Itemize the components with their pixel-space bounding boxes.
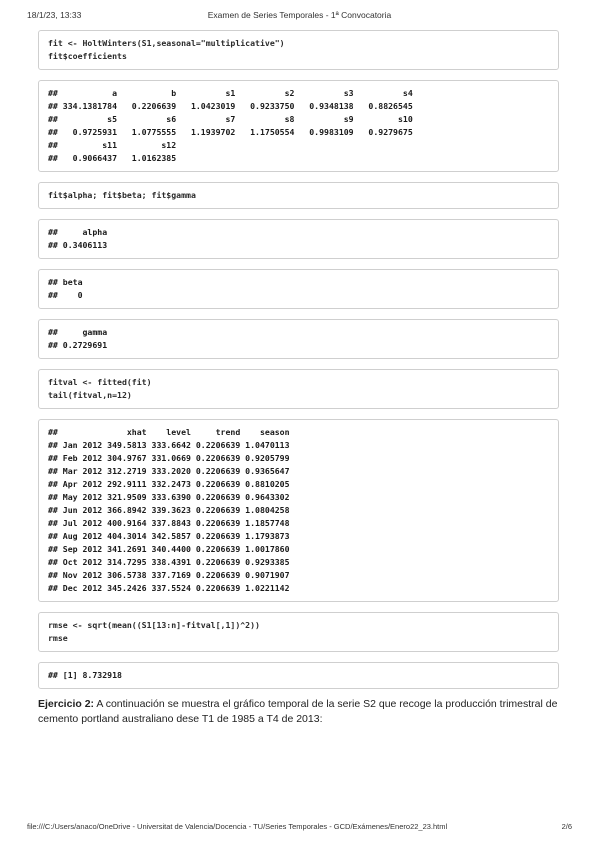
- output-chunk: [38, 269, 559, 309]
- output-line: ## s5 s6 s7 s8 s9 s10: [48, 114, 413, 124]
- output-line: ## Jun 2012 366.8942 339.3623 0.2206639 1.0804258: [48, 505, 290, 515]
- code-chunk: [38, 182, 559, 209]
- output-line: ## Jan 2012 349.5813 333.6642 0.2206639 1.0470113: [48, 440, 290, 450]
- exercise-paragraph: [38, 697, 559, 727]
- output-line: ## beta: [48, 277, 83, 287]
- output-line: ## Feb 2012 304.9767 331.0669 0.2206639 0.9205799: [48, 453, 290, 463]
- output-line: ## Sep 2012 341.2691 340.4400 0.2206639 1.0017860: [48, 544, 290, 554]
- output-line: ## gamma: [48, 327, 108, 337]
- output-chunk: [38, 662, 559, 689]
- output-line: ## Dec 2012 345.2426 337.5524 0.2206639 1.0221142: [48, 583, 290, 593]
- code-line: tail(fitval,n=12): [48, 390, 132, 400]
- header-title: Examen de Series Temporales - 1ª Convocatoria: [207, 10, 392, 20]
- code-blocks: [38, 30, 559, 689]
- output-line: ## 0.3406113: [48, 240, 108, 250]
- code-line: fitval <- fitted(fit): [48, 377, 152, 387]
- code-line: fit <- HoltWinters(S1,seasonal="multiplicative"): [48, 38, 285, 48]
- output-chunk: [38, 419, 559, 602]
- output-line: ## a b s1 s2 s3 s4: [48, 88, 413, 98]
- output-line: ## Aug 2012 404.3014 342.5857 0.2206639 1.1793873: [48, 531, 290, 541]
- output-line: ## alpha: [48, 227, 108, 237]
- code-line: rmse <- sqrt(mean((S1[13:n]-fitval[,1])^2)): [48, 620, 260, 630]
- output-line: ## Mar 2012 312.2719 333.2020 0.2206639 0.9365647: [48, 466, 290, 476]
- exercise-text: A continuación se muestra el gráfico temporal de la serie S2 que recoge la producción trimestral de cemento portland australiano dese T1 de 1985 a T4 de 2013:: [38, 698, 558, 725]
- page-header: [27, 10, 572, 24]
- footer-file-path: file:///C:/Users/anaco/OneDrive - Universitat de Valencia/Docencia - TU/Series Temporales - GCD/Exámenes/Enero22_23.html: [27, 822, 448, 831]
- output-line: ## 0.2729691: [48, 340, 108, 350]
- output-line: ## xhat level trend season: [48, 427, 290, 437]
- output-chunk: [38, 319, 559, 359]
- output-line: ## [1] 8.732918: [48, 670, 122, 680]
- output-line: ## 334.1381784 0.2206639 1.0423019 0.9233750 0.9348138 0.8826545: [48, 101, 413, 111]
- output-chunk: [38, 80, 559, 172]
- output-chunk: [38, 219, 559, 259]
- code-chunk: [38, 369, 559, 409]
- output-line: ## Nov 2012 306.5738 337.7169 0.2206639 0.9071907: [48, 570, 290, 580]
- footer-page-number: 2/6: [561, 822, 572, 831]
- code-line: rmse: [48, 633, 68, 643]
- output-line: ## s11 s12: [48, 140, 177, 150]
- code-chunk: [38, 612, 559, 652]
- output-line: ## Oct 2012 314.7295 338.4391 0.2206639 0.9293385: [48, 557, 290, 567]
- code-chunk: [38, 30, 559, 70]
- output-line: ## 0: [48, 290, 83, 300]
- output-line: ## May 2012 321.9509 333.6390 0.2206639 0.9643302: [48, 492, 290, 502]
- page-footer: [27, 822, 572, 836]
- header-datetime: 18/1/23, 13:33: [27, 10, 82, 20]
- code-line: fit$coefficients: [48, 51, 127, 61]
- output-line: ## 0.9066437 1.0162385: [48, 153, 177, 163]
- output-line: ## Jul 2012 400.9164 337.8843 0.2206639 1.1857748: [48, 518, 290, 528]
- output-line: ## 0.9725931 1.0775555 1.1939702 1.1750554 0.9983109 0.9279675: [48, 127, 413, 137]
- document-content: [38, 30, 559, 727]
- output-line: ## Apr 2012 292.9111 332.2473 0.2206639 0.8810205: [48, 479, 290, 489]
- exercise-label: Ejercicio 2:: [38, 698, 95, 710]
- code-line: fit$alpha; fit$beta; fit$gamma: [48, 190, 196, 200]
